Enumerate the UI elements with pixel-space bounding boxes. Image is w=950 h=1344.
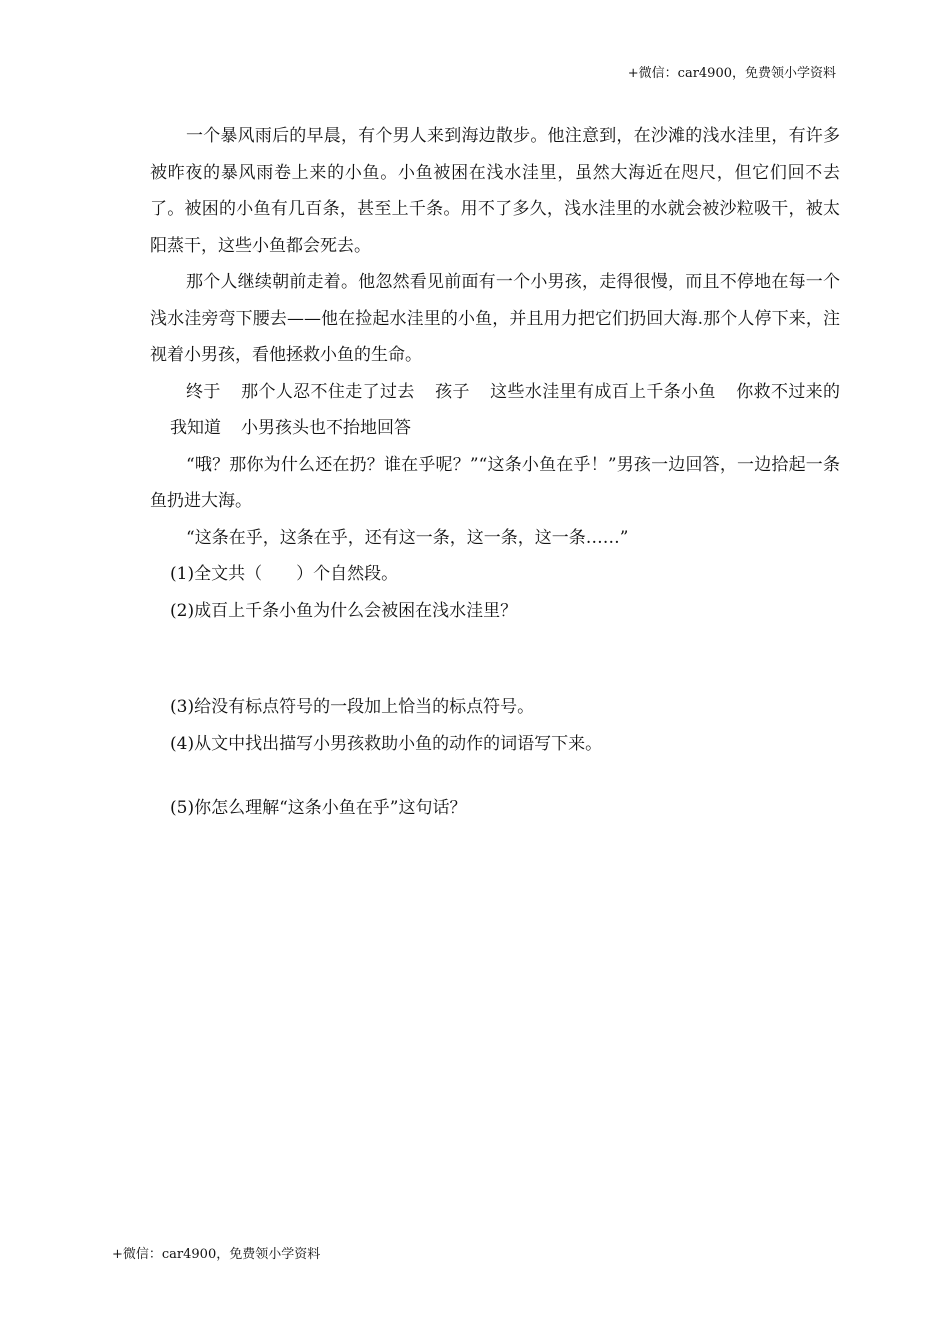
question-3: (3)给没有标点符号的一段加上恰当的标点符号。 bbox=[170, 697, 535, 717]
segment: 那个人忍不住走了过去 bbox=[240, 381, 415, 402]
footer-note: +微信：car4900，免费领小学资料 bbox=[112, 1247, 321, 1262]
segment: 这些水洼里有成百上千条小鱼 bbox=[489, 381, 716, 402]
dialogue-paragraph-2: “这条在乎，这条在乎，还有这一条，这一条，这一条……” bbox=[186, 527, 629, 548]
dialogue-paragraph-1: “哦？那你为什么还在扔？谁在乎呢？”“这条小鱼在乎！”男孩一边回答，一边拾起一条鱼扔进大海。 bbox=[150, 454, 840, 511]
question-1: (1)全文共（ ）个自然段。 bbox=[170, 564, 399, 584]
passage-paragraph-2: 那个人继续朝前走着。他忽然看见前面有一个小男孩，走得很慢，而且不停地在每一个浅水洼旁弯下腰去——他在捡起水洼里的小鱼，并且用力把它们扔回大海.那个人停下来，注视着小男孩，看他拯救小鱼的生命。 bbox=[150, 272, 840, 365]
question-2: (2)成百上千条小鱼为什么会被困在浅水洼里？ bbox=[170, 600, 518, 621]
question-5: (5)你怎么理解“这条小鱼在乎”这句话？ bbox=[170, 798, 467, 818]
header-note: +微信：car4900，免费领小学资料 bbox=[627, 66, 836, 81]
passage-paragraph-1: 一个暴风雨后的早晨，有个男人来到海边散步。他注意到，在沙滩的浅水洼里，有许多被昨夜的暴风雨卷上来的小鱼。小鱼被困在浅水洼里，虽然大海近在咫尺，但它们回不去了。被困的小鱼有几百条，甚至上千条。用不了多久，浅水洼里的水就会被沙粒吸干，被太阳蒸干，这些小鱼都会死去。 bbox=[150, 126, 840, 256]
answer-space-2 bbox=[150, 629, 840, 689]
answer-space-4 bbox=[150, 762, 840, 790]
segment: 孩子 bbox=[434, 381, 470, 402]
segment: 你救不过来的 bbox=[735, 381, 841, 402]
worksheet-content bbox=[150, 118, 840, 827]
segment: 我知道 bbox=[170, 418, 221, 438]
segment: 小男孩头也不抬地回答 bbox=[241, 418, 411, 438]
question-4: (4)从文中找出描写小男孩救助小鱼的动作的词语写下来。 bbox=[170, 733, 603, 754]
unpunctuated-paragraph bbox=[150, 374, 840, 447]
segment: 终于 bbox=[186, 381, 221, 402]
